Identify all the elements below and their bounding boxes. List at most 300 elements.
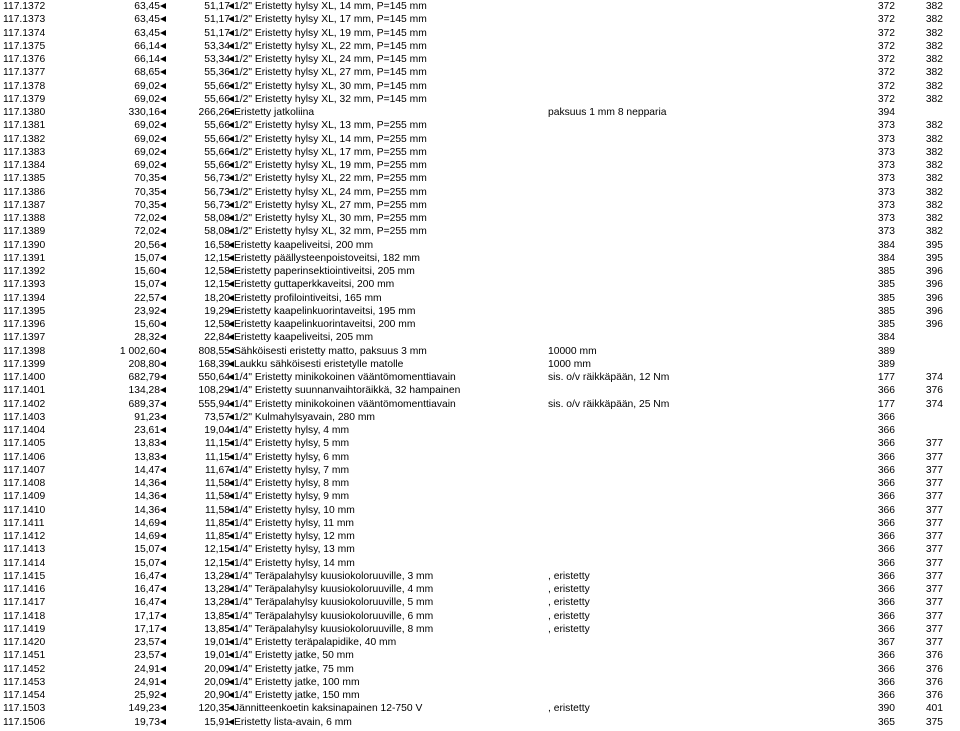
- product-description: 1/4" Eristetty hylsy, 8 mm: [234, 478, 350, 489]
- page-ref-1: 366: [877, 690, 895, 701]
- price-incl-vat: 70,35: [134, 186, 160, 198]
- price-excl-vat: 168,39: [198, 358, 230, 370]
- currency-marker-icon: [160, 308, 166, 314]
- price-incl-vat: 23,57: [134, 637, 160, 648]
- currency-marker-icon: [228, 202, 234, 208]
- page-ref-2: 377: [925, 584, 943, 595]
- page-ref-1: 366: [877, 623, 895, 635]
- price-incl-vat: 22,57: [134, 292, 160, 304]
- table-row: [0, 278, 960, 291]
- product-description: Jännitteenkoetin kaksinapainen 12-750 V: [234, 703, 423, 715]
- product-description: 1/2" Eristetty hylsy XL, 24 mm, P=145 mm: [234, 54, 427, 65]
- table-row: [0, 464, 960, 477]
- table-row: [0, 252, 960, 265]
- currency-marker-icon: [228, 613, 234, 619]
- currency-marker-icon: [160, 401, 166, 407]
- price-incl-vat: 15,07: [134, 252, 160, 264]
- price-excl-vat: 12,58: [204, 319, 230, 330]
- price-incl-vat: 689,37: [128, 398, 160, 410]
- page-ref-1: 177: [877, 372, 895, 383]
- page-ref-1: 372: [877, 54, 895, 65]
- page-ref-1: 394: [877, 107, 895, 118]
- price-incl-vat: 28,32: [134, 332, 160, 344]
- price-excl-vat: 56,73: [204, 173, 230, 185]
- currency-marker-icon: [228, 43, 234, 49]
- price-excl-vat: 11,15: [204, 438, 230, 450]
- price-incl-vat: 14,47: [134, 464, 160, 476]
- table-row: [0, 53, 960, 66]
- table-row: [0, 225, 960, 238]
- table-row: [0, 199, 960, 212]
- currency-marker-icon: [228, 546, 234, 552]
- product-code: 117.1451: [3, 650, 46, 662]
- currency-marker-icon: [228, 16, 234, 22]
- page-ref-2: 377: [925, 464, 943, 476]
- currency-marker-icon: [228, 348, 234, 354]
- product-description: Eristetty paperinsektiointiveitsi, 205 mm: [234, 266, 415, 277]
- currency-marker-icon: [160, 83, 166, 89]
- product-description: 1/4" Eristetty hylsy, 7 mm: [234, 464, 350, 476]
- price-excl-vat: 55,66: [204, 120, 230, 132]
- currency-marker-icon: [160, 162, 166, 168]
- currency-marker-icon: [228, 520, 234, 526]
- product-description: 1/4" Eristetty jatke, 50 mm: [234, 650, 354, 662]
- page-ref-1: 373: [877, 186, 895, 198]
- price-excl-vat: 11,58: [204, 478, 230, 489]
- price-incl-vat: 14,36: [134, 504, 160, 516]
- price-incl-vat: 134,28: [128, 385, 160, 397]
- price-excl-vat: 555,94: [198, 398, 230, 410]
- currency-marker-icon: [160, 560, 166, 566]
- page-ref-1: 366: [877, 557, 895, 569]
- table-row: [0, 133, 960, 146]
- currency-marker-icon: [228, 626, 234, 632]
- product-code: 117.1384: [3, 160, 46, 171]
- currency-marker-icon: [160, 546, 166, 552]
- table-row: [0, 358, 960, 371]
- table-row: [0, 212, 960, 225]
- product-description: 1/2" Eristetty hylsy XL, 17 mm, P=145 mm: [234, 14, 427, 26]
- table-row: [0, 504, 960, 517]
- currency-marker-icon: [228, 334, 234, 340]
- currency-marker-icon: [160, 136, 166, 142]
- price-incl-vat: 15,60: [134, 319, 160, 330]
- page-ref-2: 382: [925, 93, 943, 105]
- currency-marker-icon: [228, 493, 234, 499]
- currency-marker-icon: [228, 162, 234, 168]
- table-row: [0, 318, 960, 331]
- page-ref-1: 366: [877, 491, 895, 503]
- product-description: 1/2" Eristetty hylsy XL, 14 mm, P=145 mm: [234, 1, 427, 12]
- currency-marker-icon: [228, 666, 234, 672]
- page-ref-2: 377: [925, 478, 943, 489]
- page-ref-2: 396: [925, 292, 943, 304]
- price-excl-vat: 51,17: [204, 1, 230, 12]
- price-excl-vat: 11,58: [204, 504, 230, 516]
- currency-marker-icon: [160, 16, 166, 22]
- table-row: [0, 411, 960, 424]
- currency-marker-icon: [160, 189, 166, 195]
- table-row: [0, 689, 960, 702]
- page-ref-2: 382: [925, 133, 943, 145]
- page-ref-2: 382: [925, 226, 943, 238]
- product-code: 117.1453: [3, 676, 46, 688]
- price-incl-vat: 16,47: [134, 584, 160, 595]
- page-ref-2: 377: [925, 557, 943, 569]
- currency-marker-icon: [228, 361, 234, 367]
- page-ref-1: 385: [877, 279, 895, 291]
- table-row: [0, 530, 960, 543]
- currency-marker-icon: [160, 348, 166, 354]
- table-row: [0, 557, 960, 570]
- page-ref-2: 382: [925, 40, 943, 52]
- product-description: 1/2" Eristetty hylsy XL, 19 mm, P=255 mm: [234, 160, 427, 171]
- product-code: 117.1389: [3, 226, 46, 238]
- price-excl-vat: 20,90: [204, 690, 230, 701]
- price-incl-vat: 91,23: [134, 411, 160, 423]
- table-row: [0, 146, 960, 159]
- product-code: 117.1390: [3, 239, 46, 251]
- product-code: 117.1394: [3, 292, 46, 304]
- currency-marker-icon: [160, 692, 166, 698]
- price-excl-vat: 22,84: [204, 332, 230, 344]
- page-ref-1: 385: [877, 266, 895, 277]
- product-note: paksuus 1 mm 8 nepparia: [548, 107, 667, 118]
- currency-marker-icon: [228, 321, 234, 327]
- currency-marker-icon: [160, 705, 166, 711]
- table-row: [0, 583, 960, 596]
- table-row: [0, 172, 960, 185]
- page-ref-2: 377: [925, 504, 943, 516]
- price-incl-vat: 13,83: [134, 451, 160, 463]
- page-ref-1: 366: [877, 663, 895, 675]
- product-description: 1/4" Teräpalahylsy kuusiokoloruuville, 6 mm: [234, 610, 434, 622]
- table-row: [0, 437, 960, 450]
- product-description: 1/4" Eristetty hylsy, 9 mm: [234, 491, 350, 503]
- currency-marker-icon: [228, 533, 234, 539]
- product-code: 117.1420: [3, 637, 46, 648]
- price-incl-vat: 23,57: [134, 650, 160, 662]
- page-ref-2: 376: [925, 650, 943, 662]
- product-code: 117.1418: [3, 610, 46, 622]
- product-code: 117.1386: [3, 186, 46, 198]
- product-description: 1/2" Kulmahylsyavain, 280 mm: [234, 411, 376, 423]
- currency-marker-icon: [228, 69, 234, 75]
- product-code: 117.1452: [3, 663, 46, 675]
- product-description: 1/2" Eristetty hylsy XL, 32 mm, P=145 mm: [234, 93, 427, 105]
- currency-marker-icon: [228, 480, 234, 486]
- product-description: 1/4" Eristetty minikokoinen vääntömomenttiavain: [234, 398, 456, 410]
- product-code: 117.1383: [3, 146, 46, 158]
- currency-marker-icon: [160, 96, 166, 102]
- currency-marker-icon: [228, 374, 234, 380]
- page-ref-2: 374: [925, 398, 943, 410]
- currency-marker-icon: [160, 719, 166, 725]
- table-row: [0, 451, 960, 464]
- product-description: 1/4" Eristetty teräpalapidike, 40 mm: [234, 637, 397, 648]
- currency-marker-icon: [160, 679, 166, 685]
- price-excl-vat: 19,01: [204, 650, 230, 662]
- table-row: [0, 490, 960, 503]
- price-excl-vat: 56,73: [204, 186, 230, 198]
- price-excl-vat: 11,85: [204, 517, 230, 529]
- product-note: , eristetty: [548, 570, 590, 582]
- price-excl-vat: 266,26: [198, 107, 230, 118]
- page-ref-1: 366: [877, 411, 895, 423]
- currency-marker-icon: [160, 613, 166, 619]
- currency-marker-icon: [228, 228, 234, 234]
- table-row: [0, 623, 960, 636]
- price-excl-vat: 53,34: [204, 40, 230, 52]
- table-row: [0, 676, 960, 689]
- price-incl-vat: 15,07: [134, 279, 160, 291]
- price-incl-vat: 1 002,60: [119, 345, 160, 357]
- product-code: 117.1393: [3, 279, 46, 291]
- currency-marker-icon: [160, 440, 166, 446]
- product-description: Eristetty kaapelinkuorintaveitsi, 195 mm: [234, 305, 416, 317]
- page-ref-2: 382: [925, 146, 943, 158]
- currency-marker-icon: [228, 30, 234, 36]
- currency-marker-icon: [228, 639, 234, 645]
- currency-marker-icon: [160, 586, 166, 592]
- page-ref-2: 396: [925, 319, 943, 330]
- page-ref-1: 389: [877, 345, 895, 357]
- product-description: 1/2" Eristetty hylsy XL, 17 mm, P=255 mm: [234, 146, 427, 158]
- currency-marker-icon: [228, 215, 234, 221]
- page-ref-1: 372: [877, 93, 895, 105]
- price-excl-vat: 55,66: [204, 93, 230, 105]
- price-incl-vat: 70,35: [134, 199, 160, 211]
- price-incl-vat: 16,47: [134, 570, 160, 582]
- product-code: 117.1506: [3, 716, 46, 728]
- price-incl-vat: 14,36: [134, 491, 160, 503]
- page-ref-1: 384: [877, 252, 895, 264]
- currency-marker-icon: [160, 268, 166, 274]
- product-code: 117.1388: [3, 213, 46, 224]
- table-row: [0, 66, 960, 79]
- table-row: [0, 331, 960, 344]
- currency-marker-icon: [228, 268, 234, 274]
- product-description: 1/2" Eristetty hylsy XL, 19 mm, P=145 mm: [234, 27, 427, 39]
- page-ref-2: 382: [925, 173, 943, 185]
- table-row: [0, 239, 960, 252]
- product-code: 117.1411: [3, 517, 45, 529]
- page-ref-1: 366: [877, 650, 895, 662]
- page-ref-1: 373: [877, 173, 895, 185]
- currency-marker-icon: [160, 493, 166, 499]
- product-description: Sähköisesti eristetty matto, paksuus 3 mm: [234, 345, 427, 357]
- page-ref-1: 366: [877, 597, 895, 609]
- product-description: 1/4" Eristetty hylsy, 13 mm: [234, 544, 355, 556]
- currency-marker-icon: [160, 599, 166, 605]
- price-excl-vat: 12,15: [204, 279, 230, 291]
- product-code: 117.1373: [3, 14, 46, 26]
- currency-marker-icon: [160, 387, 166, 393]
- product-code: 117.1409: [3, 491, 46, 503]
- price-incl-vat: 69,02: [134, 93, 160, 105]
- price-incl-vat: 66,14: [134, 40, 160, 52]
- currency-marker-icon: [160, 242, 166, 248]
- page-ref-1: 366: [877, 425, 895, 436]
- table-row: [0, 93, 960, 106]
- currency-marker-icon: [228, 679, 234, 685]
- price-incl-vat: 17,17: [134, 623, 160, 635]
- price-excl-vat: 19,29: [204, 305, 230, 317]
- product-code: 117.1403: [3, 411, 46, 423]
- price-excl-vat: 13,85: [204, 610, 230, 622]
- product-note: , eristetty: [548, 703, 590, 715]
- page-ref-2: 376: [925, 676, 943, 688]
- page-ref-1: 366: [877, 570, 895, 582]
- price-incl-vat: 69,02: [134, 146, 160, 158]
- currency-marker-icon: [228, 149, 234, 155]
- currency-marker-icon: [160, 43, 166, 49]
- page-ref-1: 177: [877, 398, 895, 410]
- page-ref-2: 377: [925, 570, 943, 582]
- currency-marker-icon: [160, 454, 166, 460]
- product-description: 1/4" Eristetty hylsy, 6 mm: [234, 451, 350, 463]
- page-ref-1: 366: [877, 531, 895, 542]
- product-code: 117.1402: [3, 398, 46, 410]
- page-ref-2: 377: [925, 623, 943, 635]
- currency-marker-icon: [160, 334, 166, 340]
- product-code: 117.1378: [3, 80, 46, 92]
- product-description: Eristetty profilointiveitsi, 165 mm: [234, 292, 382, 304]
- table-row: [0, 543, 960, 556]
- price-excl-vat: 550,64: [198, 372, 230, 383]
- currency-marker-icon: [160, 427, 166, 433]
- currency-marker-icon: [228, 652, 234, 658]
- price-incl-vat: 20,56: [134, 239, 160, 251]
- currency-marker-icon: [160, 255, 166, 261]
- table-row: [0, 13, 960, 26]
- currency-marker-icon: [160, 467, 166, 473]
- price-incl-vat: 69,02: [134, 133, 160, 145]
- price-excl-vat: 12,15: [204, 252, 230, 264]
- price-incl-vat: 70,35: [134, 173, 160, 185]
- currency-marker-icon: [160, 295, 166, 301]
- price-excl-vat: 56,73: [204, 199, 230, 211]
- price-incl-vat: 16,47: [134, 597, 160, 609]
- product-code: 117.1399: [3, 358, 46, 370]
- price-excl-vat: 12,15: [204, 544, 230, 556]
- price-excl-vat: 55,66: [204, 160, 230, 171]
- product-note: 10000 mm: [548, 345, 597, 357]
- price-excl-vat: 20,09: [204, 663, 230, 675]
- price-excl-vat: 15,91: [204, 716, 230, 728]
- currency-marker-icon: [228, 255, 234, 261]
- product-description: 1/4" Teräpalahylsy kuusiokoloruuville, 5 mm: [234, 597, 434, 609]
- table-row: [0, 517, 960, 530]
- price-incl-vat: 23,92: [134, 305, 160, 317]
- product-code: 117.1417: [3, 597, 46, 609]
- price-incl-vat: 63,45: [134, 27, 160, 39]
- price-incl-vat: 66,14: [134, 54, 160, 65]
- page-ref-1: 366: [877, 451, 895, 463]
- product-code: 117.1407: [3, 464, 46, 476]
- page-ref-2: 377: [925, 451, 943, 463]
- page-ref-1: 372: [877, 27, 895, 39]
- product-code: 117.1400: [3, 372, 46, 383]
- product-code: 117.1397: [3, 332, 46, 344]
- table-row: [0, 477, 960, 490]
- price-excl-vat: 13,28: [204, 597, 230, 609]
- product-code: 117.1381: [3, 120, 46, 132]
- product-code: 117.1395: [3, 305, 46, 317]
- page-ref-1: 366: [877, 478, 895, 489]
- page-ref-2: 377: [925, 544, 943, 556]
- product-code: 117.1412: [3, 531, 46, 542]
- page-ref-1: 372: [877, 80, 895, 92]
- page-ref-1: 373: [877, 146, 895, 158]
- page-ref-1: 366: [877, 385, 895, 397]
- page-ref-2: 375: [925, 716, 943, 728]
- price-excl-vat: 58,08: [204, 226, 230, 238]
- price-incl-vat: 682,79: [128, 372, 160, 383]
- page-ref-1: 373: [877, 213, 895, 224]
- table-row: [0, 371, 960, 384]
- currency-marker-icon: [160, 149, 166, 155]
- price-incl-vat: 13,83: [134, 438, 160, 450]
- price-incl-vat: 68,65: [134, 67, 160, 79]
- price-excl-vat: 108,29: [198, 385, 230, 397]
- currency-marker-icon: [160, 122, 166, 128]
- product-description: 1/4" Eristetty jatke, 75 mm: [234, 663, 354, 675]
- product-code: 117.1376: [3, 54, 46, 65]
- page-ref-2: 396: [925, 266, 943, 277]
- product-code: 117.1414: [3, 557, 46, 569]
- page-ref-2: 382: [925, 54, 943, 65]
- price-incl-vat: 19,73: [134, 716, 160, 728]
- price-excl-vat: 55,36: [204, 67, 230, 79]
- product-description: 1/4" Eristetty jatke, 100 mm: [234, 676, 360, 688]
- currency-marker-icon: [160, 414, 166, 420]
- page-ref-2: 377: [925, 517, 943, 529]
- currency-marker-icon: [228, 414, 234, 420]
- price-excl-vat: 51,17: [204, 27, 230, 39]
- currency-marker-icon: [228, 692, 234, 698]
- page-ref-1: 373: [877, 133, 895, 145]
- currency-marker-icon: [160, 480, 166, 486]
- currency-marker-icon: [228, 3, 234, 9]
- page-ref-1: 366: [877, 584, 895, 595]
- page-ref-1: 366: [877, 504, 895, 516]
- table-row: [0, 119, 960, 132]
- product-note: sis. o/v räikkäpään, 25 Nm: [548, 398, 670, 410]
- page-ref-1: 389: [877, 358, 895, 370]
- price-incl-vat: 72,02: [134, 226, 160, 238]
- table-row: [0, 292, 960, 305]
- page-ref-2: 382: [925, 27, 943, 39]
- table-row: [0, 27, 960, 40]
- currency-marker-icon: [228, 56, 234, 62]
- page-ref-2: 377: [925, 531, 943, 542]
- price-incl-vat: 63,45: [134, 14, 160, 26]
- product-code: 117.1377: [3, 67, 46, 79]
- product-note: sis. o/v räikkäpään, 12 Nm: [548, 372, 670, 383]
- currency-marker-icon: [228, 308, 234, 314]
- product-description: 1/2" Eristetty hylsy XL, 13 mm, P=255 mm: [234, 120, 427, 132]
- price-excl-vat: 11,85: [204, 531, 230, 542]
- product-description: Eristetty kaapeliveitsi, 205 mm: [234, 332, 374, 344]
- product-code: 117.1419: [3, 623, 46, 635]
- page-ref-1: 373: [877, 160, 895, 171]
- currency-marker-icon: [160, 533, 166, 539]
- currency-marker-icon: [160, 666, 166, 672]
- page-ref-2: 377: [925, 438, 943, 450]
- price-excl-vat: 73,57: [204, 411, 230, 423]
- price-incl-vat: 14,69: [134, 531, 160, 542]
